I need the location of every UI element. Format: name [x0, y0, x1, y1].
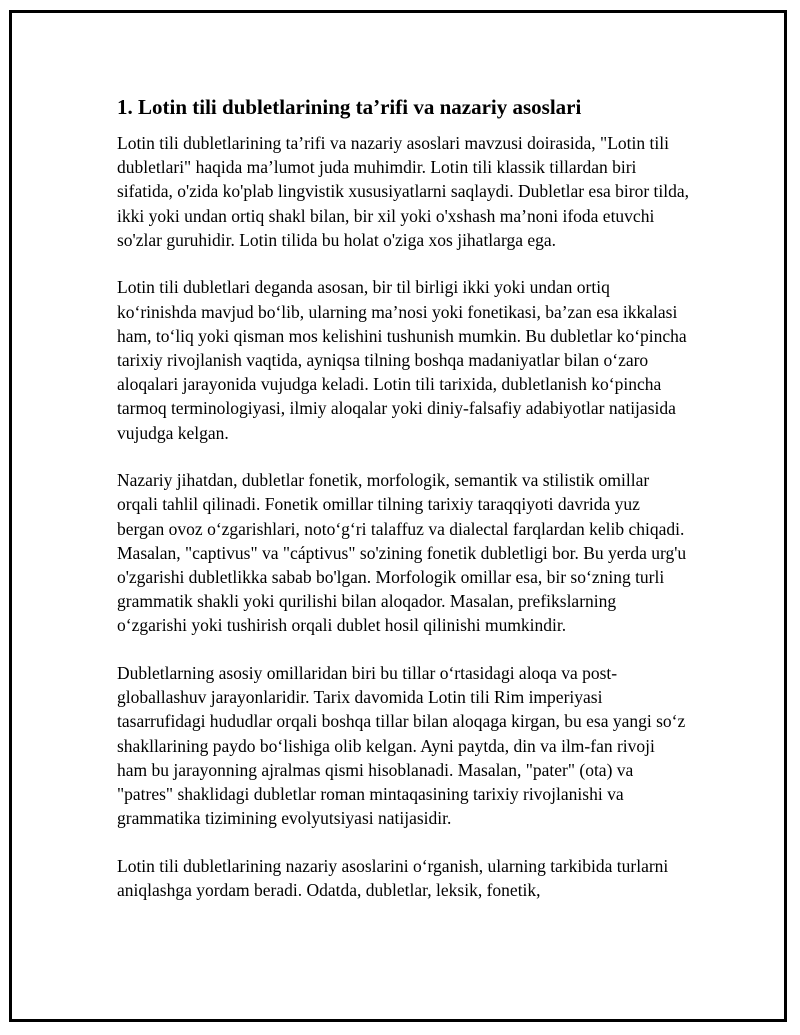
section-heading: 1. Lotin tili dubletlarining ta’rifi va nazariy asoslari: [117, 95, 582, 119]
paragraph-5: Lotin tili dubletlarining nazariy asoslarini o‘rganish, ularning tarkibida turlarni aniqlashga yordam beradi. Odatda, dubletlar, leksik, fonetik,: [117, 855, 669, 901]
paragraph-1: Lotin tili dubletlarining ta’rifi va nazariy asoslari mavzusi doirasida, "Lotin tili dubletlari" haqida ma’lumot juda muhimdir. Lotin tili klassik tillardan biri sifatida, o'zida ko'plab lingvistik xususiyatlarni saqlaydi. Dubletlar esa biror tilda, ikki yoki undan ortiq shakl bilan, bir xil yoki o'xshash ma’noni ifoda etuvchi so'zlar guruhidir. Lotin tilida bu holat o'ziga xos jihatlarga ega.: [117, 133, 690, 250]
paragraph-4: Dubletlarning asosiy omillaridan biri bu tillar o‘rtasidagi aloqa va post-globallashuv jarayonlaridir. Tarix davomida Lotin tili Rim imperiyasi tasarrufidagi hududlar orqali boshqa tillar bilan aloqaga kirgan, bu esa yangi so‘z shakllarining paydo bo‘lishiga olib kelgan. Ayni paytda, din va ilm-fan rivoji ham bu jarayonning ajralmas qismi hisoblanadi. Masalan, "pater" (ota) va "patres" shaklidagi dubletlar roman mintaqasining tarixiy rivojlanishi va grammatika tizimining evolyutsiyasi natijasidir.: [117, 663, 686, 829]
paragraph-3: Nazariy jihatdan, dubletlar fonetik, morfologik, semantik va stilistik omillar orqali tahlil qilinadi. Fonetik omillar tilning tarixiy taraqqiyoti davrida yuz bergan ovoz o‘zgarishlari, noto‘g‘ri talaffuz va dialectal farqlardan kelib chiqadi. Masalan, "captivus" va "cáptivus" so'zining fonetik dubletligi bor. Bu yerda urg'u o'zgarishi dubletlikka sabab bo'lgan. Morfologik omillar esa, bir so‘zning turli grammatik shakli yoki qurilishi bilan aloqador. Masalan, prefikslarning o‘zgarishi yoki tushirish orqali dublet hosil qilinishi mumkindir.: [117, 470, 687, 636]
document-body: [117, 93, 689, 926]
paragraph-2: Lotin tili dubletlari deganda asosan, bir til birligi ikki yoki undan ortiq ko‘rinishda mavjud bo‘lib, ularning ma’nosi yoki fonetikasi, ba’zan esa ikkalasi ham, to‘liq yoki qisman mos kelishini tushunish mumkin. Bu dubletlar ko‘pincha tarixiy rivojlanish vaqtida, ayniqsa tilning boshqa madaniyatlar bilan o‘zaro aloqalari jarayonida vujudga keladi. Lotin tili tarixida, dubletlanish ko‘pincha tarmoq terminologiyasi, ilmiy aloqalar yoki diniy-falsafiy adabiyotlar natijasida vujudga kelgan.: [117, 277, 687, 443]
